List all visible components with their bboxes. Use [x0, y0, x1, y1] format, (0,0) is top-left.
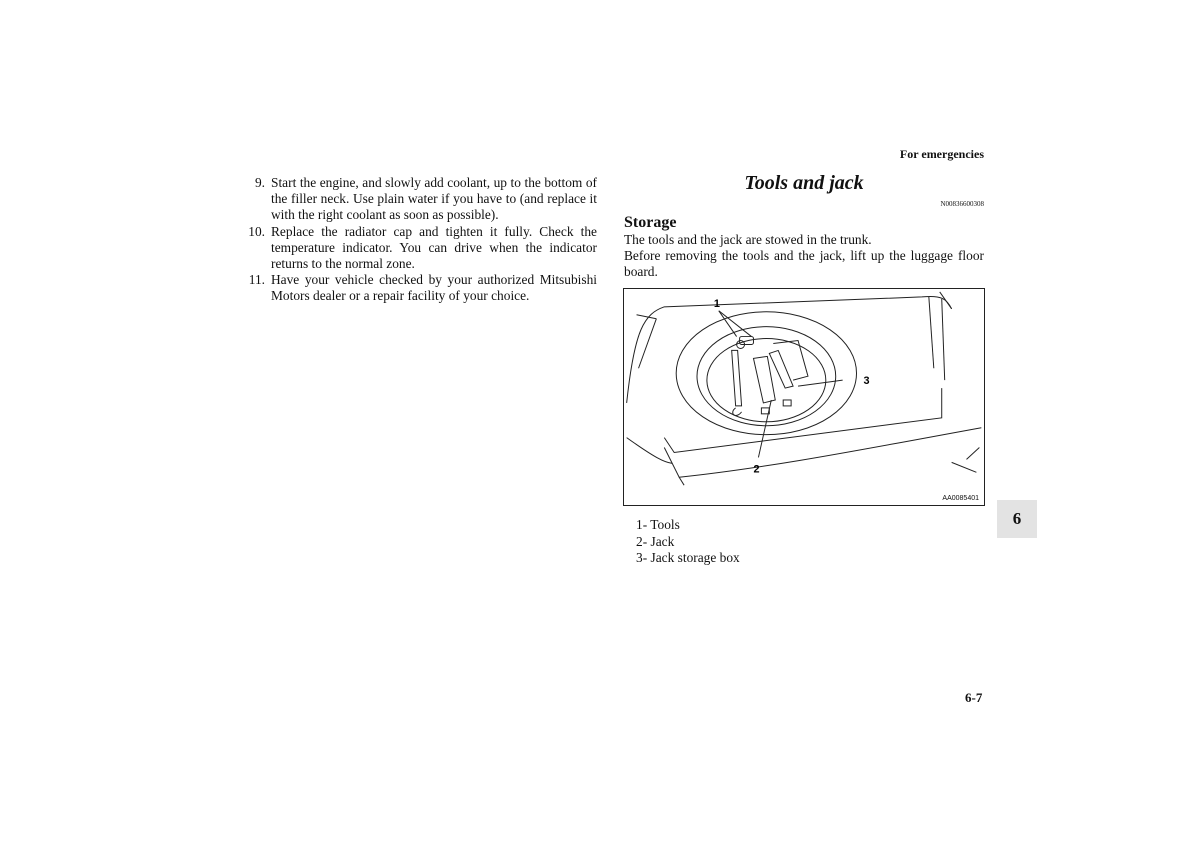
- step-number: 10.: [248, 223, 265, 239]
- page-number: 6-7: [965, 690, 983, 705]
- callout-1: 1: [713, 297, 720, 310]
- paragraph: Before removing the tools and the jack, lift up the luggage floor board.: [624, 248, 984, 279]
- step-text: Start the engine, and slowly add coolant, up to the bottom of the filler neck. Use plain water if you have to (and replace it with the right coolant as soon as possible).: [271, 175, 597, 223]
- step-text: Replace the radiator cap and tighten it fully. Check the temperature indicator. You can drive when the indicator returns to the normal zone.: [271, 223, 597, 272]
- document-code: N00836600308: [940, 200, 984, 208]
- step-number: 11.: [248, 272, 265, 288]
- callout-3: 3: [863, 375, 870, 388]
- legend-item: 3- Jack storage box: [636, 550, 740, 565]
- subheading: Storage: [624, 214, 677, 231]
- paragraph: The tools and the jack are stowed in the trunk.: [624, 232, 872, 247]
- section-title: Tools and jack: [744, 172, 864, 194]
- tools-section: [624, 168, 984, 280]
- figure-legend: [636, 517, 740, 567]
- step-9: [240, 175, 597, 224]
- step-11: [240, 272, 597, 304]
- legend-item: 2- Jack: [636, 533, 675, 549]
- procedure-steps: [240, 175, 597, 305]
- chapter-tab: 6: [997, 500, 1037, 538]
- legend-item: 1- Tools: [636, 517, 680, 532]
- step-text: Have your vehicle checked by your authorized Mitsubishi Motors dealer or a repair facility of your choice.: [271, 272, 597, 304]
- step-number: 9.: [254, 175, 265, 190]
- step-10: [240, 224, 597, 273]
- trunk-drawing: [624, 289, 984, 505]
- callout-2: 2: [753, 463, 760, 476]
- figure-code: AA0085401: [942, 495, 979, 502]
- trunk-illustration: [623, 288, 985, 506]
- running-header: For emergencies: [899, 147, 984, 161]
